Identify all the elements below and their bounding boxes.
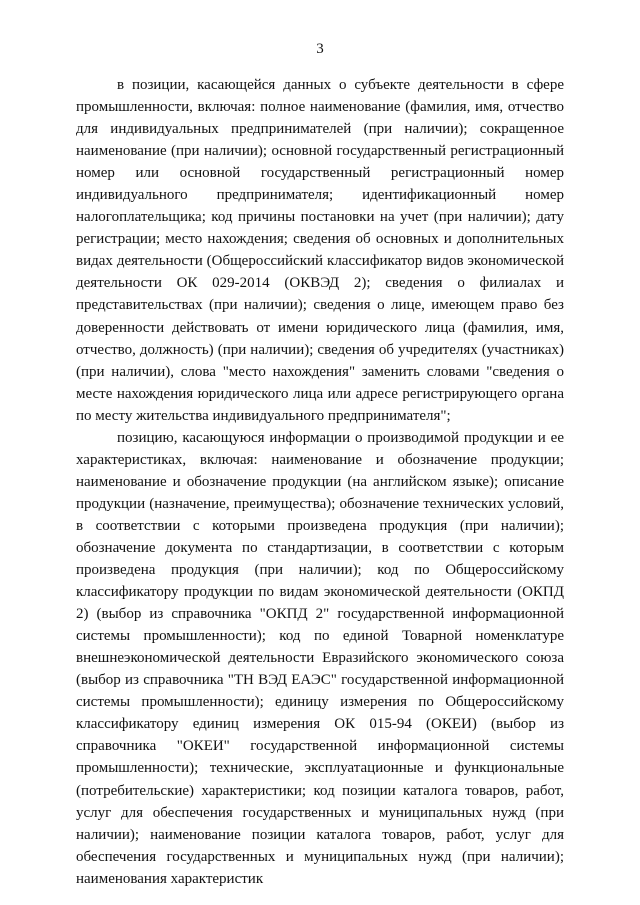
page-number: 3 [316,41,324,57]
paragraph-product-info: позицию, касающуюся информации о производимой продукции и ее характеристиках, включая: наименование и обозначение продукции; наименование и обозначение продукции (на английском языке); описание продукции (назначение, преимущества); обозначение технических условий, в соответствии с которыми произведена продукция (при наличии); обозначение документа по стандартизации, в соответствии с которым произведена продукция (при наличии); код по Общероссийскому классификатору продукции по видам экономической деятельности (ОКПД 2) (выбор из справочника "ОКПД 2" государственной информационной системы промышленности); код по единой Товарной номенклатуре внешнеэкономической деятельности Евразийского экономического союза (выбор из справочника "ТН ВЭД ЕАЭС" государственной информационной системы промышленности); единицу измерения по Общероссийскому классификатору единиц измерения ОК 015-94 (ОКЕИ) (выбор из справочника "ОКЕИ" государственной информационной системы промышленности); технические, эксплуатационные и функциональные (потребительские) характеристики; код позиции каталога товаров, работ, услуг для обеспечения государственных и муниципальных нужд (при наличии); наименование позиции каталога товаров, работ, услуг для обеспечения государственных и муниципальных нужд (при наличии); наименования характеристик [76,429,564,887]
paragraph-subject-data: в позиции, касающейся данных о субъекте деятельности в сфере промышленности, включая: полное наименование (фамилия, имя, отчество для индивидуальных предпринимателей (при наличии); сокращенное наименование (при наличии); основной государственный регистрационный номер или основной государственный регистрационный номер индивидуального предпринимателя; идентификационный номер налогоплательщика; код причины постановки на учет (при наличии); дату регистрации; место нахождения; сведения об основных и дополнительных видах деятельности (Общероссийский классификатор видов экономической деятельности ОК 029-2014 (ОКВЭД 2); сведения о филиалах и представительствах (при наличии); сведения о лице, имеющем право без доверенности действовать от имени юридического лица (фамилия, имя, отчество, должность) (при наличии); сведения об учредителях (участниках) (при наличии), слова "место нахождения" заменить словами "сведения о месте нахождения юридического лица или адресе регистрирующего органа по месту жительства индивидуального предпринимателя"; [76,77,564,424]
document-body [76,74,564,890]
